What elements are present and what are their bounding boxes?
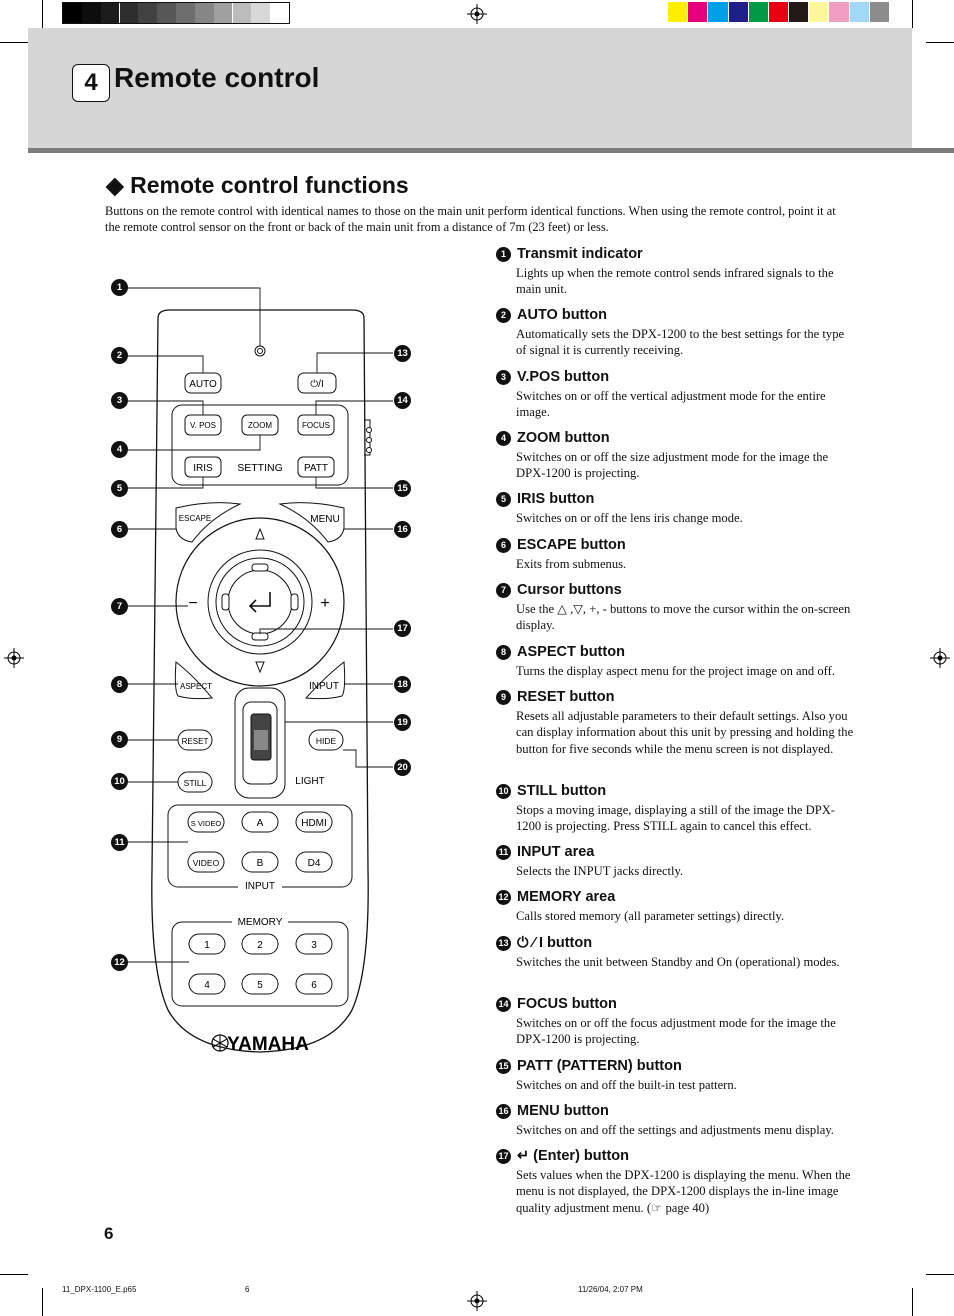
item-number-badge: 11	[496, 845, 511, 860]
header-rule	[28, 148, 954, 153]
callout-badge: 13	[394, 345, 411, 362]
registration-mark-icon	[930, 648, 950, 668]
item-number-badge: 12	[496, 890, 511, 905]
function-item-description: Calls stored memory (all parameter settings) directly.	[516, 909, 785, 923]
memory-3-label: 3	[311, 940, 317, 951]
setting-label: SETTING	[237, 462, 283, 474]
crop-mark	[912, 0, 913, 28]
callout-badge: 16	[394, 521, 411, 538]
input-button-label: INPUT	[309, 681, 339, 692]
gray-swatch	[176, 3, 195, 23]
registration-mark-icon	[4, 648, 24, 668]
callout-badge: 6	[111, 521, 128, 538]
function-item	[496, 644, 856, 679]
item-number-badge: 10	[496, 784, 511, 799]
gray-swatch	[195, 3, 214, 23]
item-number-badge: 15	[496, 1059, 511, 1074]
gray-swatch	[157, 3, 176, 23]
svideo-label: S VIDEO	[190, 819, 222, 828]
gray-swatch	[138, 3, 157, 23]
function-item-description: Switches on or off the lens iris change mode.	[516, 511, 743, 525]
function-item	[496, 369, 856, 421]
callout-badge: 8	[111, 676, 128, 693]
function-item-heading	[496, 996, 856, 1012]
function-item	[496, 430, 856, 482]
gray-swatch	[82, 3, 101, 23]
function-item	[496, 307, 856, 359]
remote-control-illustration	[100, 270, 430, 1090]
callout-badge: 20	[394, 759, 411, 776]
gray-swatch	[251, 3, 270, 23]
callout-badge: 18	[394, 676, 411, 693]
color-swatch	[749, 2, 768, 22]
callout-badge: 17	[394, 620, 411, 637]
input-a-label: A	[256, 818, 264, 829]
memory-4-label: 4	[204, 980, 210, 991]
item-number-badge: 1	[496, 247, 511, 262]
color-calibration-bar	[668, 2, 890, 22]
aspect-label: ASPECT	[179, 682, 213, 691]
item-number-badge: 5	[496, 492, 511, 507]
function-item-heading	[496, 1058, 856, 1074]
power-label: ⏻/I	[310, 379, 324, 390]
function-item-description: Resets all adjustable parameters to their default settings. Also you can display information about this unit by pressing and holding the button for five seconds while the menu screen is not displayed.	[516, 709, 854, 756]
hide-label: HIDE	[315, 736, 337, 746]
gray-swatch	[214, 3, 233, 23]
function-item-title: MENU button	[517, 1103, 609, 1119]
function-item-description: Lights up when the remote control sends infrared signals to the main unit.	[516, 266, 834, 297]
color-swatch	[688, 2, 707, 22]
function-item-title: FOCUS button	[517, 996, 617, 1012]
transmit-indicator	[255, 346, 265, 356]
callout-badge: 12	[111, 954, 128, 971]
function-item	[496, 246, 856, 298]
function-item-heading	[496, 369, 856, 385]
function-item	[496, 491, 856, 526]
color-swatch	[809, 2, 828, 22]
escape-label: ESCAPE	[178, 514, 212, 523]
callout-badge: 14	[394, 392, 411, 409]
callout-badge: 4	[111, 441, 128, 458]
color-swatch	[829, 2, 848, 22]
color-swatch	[850, 2, 869, 22]
gray-swatch	[270, 3, 289, 23]
iris-label: IRIS	[193, 463, 213, 474]
function-item-heading	[496, 783, 856, 799]
section-title	[106, 172, 409, 199]
function-item-title: Transmit indicator	[517, 246, 643, 262]
function-item-description: Switches on or off the size adjustment mode for the image the DPX-1200 is projecting.	[516, 450, 829, 481]
function-item-description: Stops a moving image, displaying a still of the image the DPX-1200 is projecting. Press STILL again to cancel this effect.	[516, 803, 836, 834]
registration-mark-icon	[467, 1291, 487, 1311]
function-item-heading	[496, 491, 856, 507]
function-item-title: MEMORY area	[517, 889, 616, 905]
callout-badge: 2	[111, 347, 128, 364]
function-item-heading	[496, 644, 856, 660]
function-item-heading	[496, 935, 856, 951]
function-item	[496, 582, 856, 634]
memory-1-label: 1	[204, 940, 210, 951]
auto-label: AUTO	[189, 379, 217, 390]
function-item-description: Switches on or off the focus adjustment mode for the image the DPX-1200 is projecting.	[516, 1016, 836, 1047]
function-item-description: Switches on and off the settings and adjustments menu display.	[516, 1123, 834, 1137]
function-item-heading	[496, 844, 856, 860]
item-number-badge: 3	[496, 370, 511, 385]
function-item-heading	[496, 1148, 856, 1164]
gray-swatch	[233, 3, 252, 23]
color-swatch	[789, 2, 808, 22]
item-number-badge: 16	[496, 1104, 511, 1119]
function-item-title: PATT (PATTERN) button	[517, 1058, 682, 1074]
function-item-title: ⏻ ⁄ I button	[517, 935, 593, 951]
function-item-heading	[496, 889, 856, 905]
cursor-minus-icon: −	[188, 595, 198, 612]
input-area-label: INPUT	[245, 881, 275, 892]
function-item-description: Switches on or off the vertical adjustment mode for the entire image.	[516, 389, 826, 420]
item-number-badge: 8	[496, 645, 511, 660]
crop-mark	[926, 1274, 954, 1275]
crop-mark	[42, 0, 43, 28]
footer-file: 11_DPX-1100_E.p65	[62, 1285, 137, 1294]
function-item-title: AUTO button	[517, 307, 607, 323]
item-number-badge: 13	[496, 936, 511, 951]
footer-page: 6	[245, 1285, 250, 1294]
function-item-title: STILL button	[517, 783, 607, 799]
patt-label: PATT	[303, 463, 329, 474]
crop-mark	[912, 1288, 913, 1316]
crop-mark	[42, 1288, 43, 1316]
section-title-text: Remote control functions	[130, 172, 409, 198]
function-item-heading	[496, 307, 856, 323]
gray-swatch	[120, 3, 139, 23]
function-item-description: Automatically sets the DPX-1200 to the best settings for the type of signal it is currently receiving.	[516, 327, 845, 358]
memory-5-label: 5	[257, 980, 263, 991]
cursor-plus-icon: +	[320, 595, 330, 612]
still-label: STILL	[183, 778, 207, 788]
diamond-bullet-icon: ◆	[106, 172, 124, 198]
function-item-title: IRIS button	[517, 491, 595, 507]
function-item-description: Switches the unit between Standby and On (operational) modes.	[516, 955, 840, 969]
function-item-description: Selects the INPUT jacks directly.	[516, 864, 684, 878]
gray-swatch	[101, 3, 120, 23]
function-item	[496, 689, 856, 757]
menu-label: MENU	[310, 514, 340, 525]
vpos-label: V. POS	[190, 421, 216, 430]
function-item-heading	[496, 582, 856, 598]
brand-label: YAMAHA	[227, 1034, 309, 1055]
function-item	[496, 537, 856, 572]
item-number-badge: 17	[496, 1149, 511, 1164]
footer-date: 11/26/04, 2:07 PM	[578, 1285, 643, 1294]
function-item-description: Use the △ ,▽, +, - buttons to move the cursor within the on-screen display.	[516, 602, 851, 633]
item-number-badge: 7	[496, 583, 511, 598]
function-item-heading	[496, 430, 856, 446]
callout-badge: 7	[111, 598, 128, 615]
callout-badge: 10	[111, 773, 128, 790]
intro-paragraph: Buttons on the remote control with identical names to those on the main unit perform identical functions. When using the remote control, point it at the remote control sensor on the front or back of the main unit from a distance of 7m (23 feet) or less.	[105, 204, 836, 234]
function-item-title: RESET button	[517, 689, 615, 705]
function-item-heading	[496, 1103, 856, 1119]
enter-button	[228, 570, 292, 634]
memory-6-label: 6	[311, 980, 317, 991]
callout-badge: 15	[394, 480, 411, 497]
chapter-number: 4	[72, 64, 110, 102]
function-item-title: ESCAPE button	[517, 537, 626, 553]
color-swatch	[729, 2, 748, 22]
callout-badge: 19	[394, 714, 411, 731]
function-item-heading	[496, 246, 856, 262]
function-item	[496, 783, 856, 835]
function-item-heading	[496, 537, 856, 553]
reset-label: RESET	[181, 737, 209, 746]
function-item	[496, 1058, 856, 1093]
callout-badge: 11	[111, 834, 128, 851]
callout-badge: 9	[111, 731, 128, 748]
gray-swatch	[63, 3, 82, 23]
item-number-badge: 6	[496, 538, 511, 553]
crop-mark	[0, 42, 28, 43]
color-swatch	[668, 2, 687, 22]
d4-label: D4	[307, 858, 321, 869]
item-number-badge: 4	[496, 431, 511, 446]
focus-label: FOCUS	[302, 421, 330, 430]
crop-mark	[0, 1274, 28, 1275]
callout-badge: 5	[111, 480, 128, 497]
hdmi-label: HDMI	[301, 818, 327, 829]
function-item-description: Switches on and off the built-in test pattern.	[516, 1078, 737, 1092]
function-item-description: Turns the display aspect menu for the project image on and off.	[516, 664, 835, 678]
function-item-title: ZOOM button	[517, 430, 610, 446]
video-label: VIDEO	[192, 858, 220, 868]
function-item	[496, 996, 856, 1048]
function-item	[496, 935, 856, 970]
page-number: 6	[104, 1224, 114, 1243]
item-number-badge: 9	[496, 690, 511, 705]
item-number-badge: 2	[496, 308, 511, 323]
function-item	[496, 1148, 856, 1216]
crop-mark	[926, 42, 954, 43]
callout-badge: 3	[111, 392, 128, 409]
gray-calibration-bar	[62, 2, 290, 24]
registration-mark-icon	[467, 4, 487, 24]
function-item-heading	[496, 689, 856, 705]
function-item-title: ASPECT button	[517, 644, 625, 660]
zoom-label: ZOOM	[248, 421, 272, 430]
function-item-title: V.POS button	[517, 369, 610, 385]
chapter-title: Remote control	[114, 62, 320, 93]
input-b-label: B	[256, 858, 264, 869]
function-item	[496, 889, 856, 924]
color-swatch	[708, 2, 727, 22]
function-item-title: ↵ (Enter) button	[517, 1148, 630, 1164]
color-swatch	[769, 2, 788, 22]
item-number-badge: 14	[496, 997, 511, 1012]
memory-area-label: MEMORY	[237, 917, 283, 928]
memory-2-label: 2	[257, 940, 263, 951]
function-item-description: Sets values when the DPX-1200 is displaying the menu. When the menu is not displayed, the DPX-1200 displays the in-line image quality adjustment menu. (☞ page 40)	[516, 1168, 851, 1215]
light-label: LIGHT	[295, 776, 325, 787]
color-swatch	[870, 2, 889, 22]
callout-badge: 1	[111, 279, 128, 296]
function-item-description: Exits from submenus.	[516, 557, 627, 571]
function-item	[496, 1103, 856, 1138]
function-item-title: Cursor buttons	[517, 582, 622, 598]
function-item	[496, 844, 856, 879]
function-item-title: INPUT area	[517, 844, 595, 860]
